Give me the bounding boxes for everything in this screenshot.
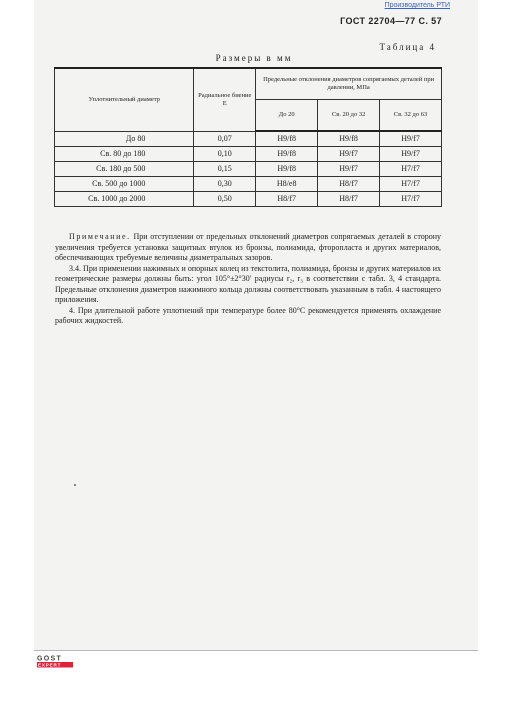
cell-fit: H9/f8 [318,131,380,147]
tolerance-table [54,67,442,207]
cell-diameter: До 80 [55,131,194,147]
cell-fit: H9/f7 [380,131,442,147]
note-label: Примечание. [69,232,131,241]
cell-fit: H9/f8 [256,147,318,162]
paragraph-3-4: 3.4. При применении нажимных и опорных колец из текстолита, полиамида, бронзы и других материалов их геометрические размеры должны быть: угол 105°±2°30′ радиусы r₂, r₃ в соответствии с табл. 3, 4 стандарта. Предельные отклонения диаметров нажимного кольца должны соответствовать указанным в табл. 4 настоящего приложения. [55,263,441,304]
col-header-deviations: Предельные отклонения диаметров сопрягаемых деталей при давлении, МПа [256,68,442,100]
cell-fit: H7/f7 [380,177,442,192]
cell-fit: H9/f7 [318,147,380,162]
cell-runout: 0,30 [194,177,256,192]
cell-runout: 0,50 [194,192,256,207]
cell-fit: H9/f8 [256,162,318,177]
cell-diameter: Св. 80 до 180 [55,147,194,162]
footer-divider [34,650,478,651]
cell-runout: 0,15 [194,162,256,177]
cell-fit: H8/f7 [256,192,318,207]
cell-fit: H9/f8 [256,131,318,147]
scan-speck [74,484,76,486]
col-header-runout: Радиальное биение E [194,68,256,131]
table-number: Таблица 4 [379,42,436,52]
cell-runout: 0,10 [194,147,256,162]
gost-expert-logo[interactable] [37,654,73,668]
note-text: При отступлении от предельных отклонений диаметров сопрягаемых деталей в сторону увеличения требуется установка защитных втулок из бронзы, полиамида, фторопласта и других материалов, обеспечивающих требуемые величины диаметральных зазоров. [55,232,442,262]
cell-fit: H7/f7 [380,192,442,207]
table-row [55,162,442,177]
cell-fit: H9/f7 [380,147,442,162]
paragraph-4: 4. При длительной работе уплотнений при температуре более 80°С рекомендуется применять охлаждение рабочих жидкостей. [55,305,441,325]
col-header-diameter: Уплотнительный диаметр [55,68,194,131]
table-row [55,147,442,162]
logo-top-text: GOST [37,655,63,663]
cell-fit: H9/f7 [318,162,380,177]
col-header-pressure-1: До 20 [256,100,318,132]
body-text [55,232,441,327]
table-row [55,131,442,147]
cell-diameter: Св. 500 до 1000 [55,177,194,192]
table-row [55,177,442,192]
document-code: ГОСТ 22704—77 С. 57 [340,16,442,26]
dimensions-caption: Размеры в мм [215,53,293,63]
logo-bottom-text: EXPERT [38,662,62,668]
col-header-pressure-3: Св. 32 до 63 [380,100,442,132]
cell-diameter: Св. 180 до 500 [55,162,194,177]
cell-fit: H8/e8 [256,177,318,192]
cell-diameter: Св. 1000 до 2000 [55,192,194,207]
cell-runout: 0,07 [194,131,256,147]
col-header-pressure-2: Св. 20 до 32 [318,100,380,132]
manufacturer-link[interactable]: Производитель РТИ [384,2,450,9]
cell-fit: H8/f7 [318,192,380,207]
cell-fit: H8/f7 [318,177,380,192]
cell-fit: H7/f7 [380,162,442,177]
table-row [55,192,442,207]
table-note [55,232,441,264]
